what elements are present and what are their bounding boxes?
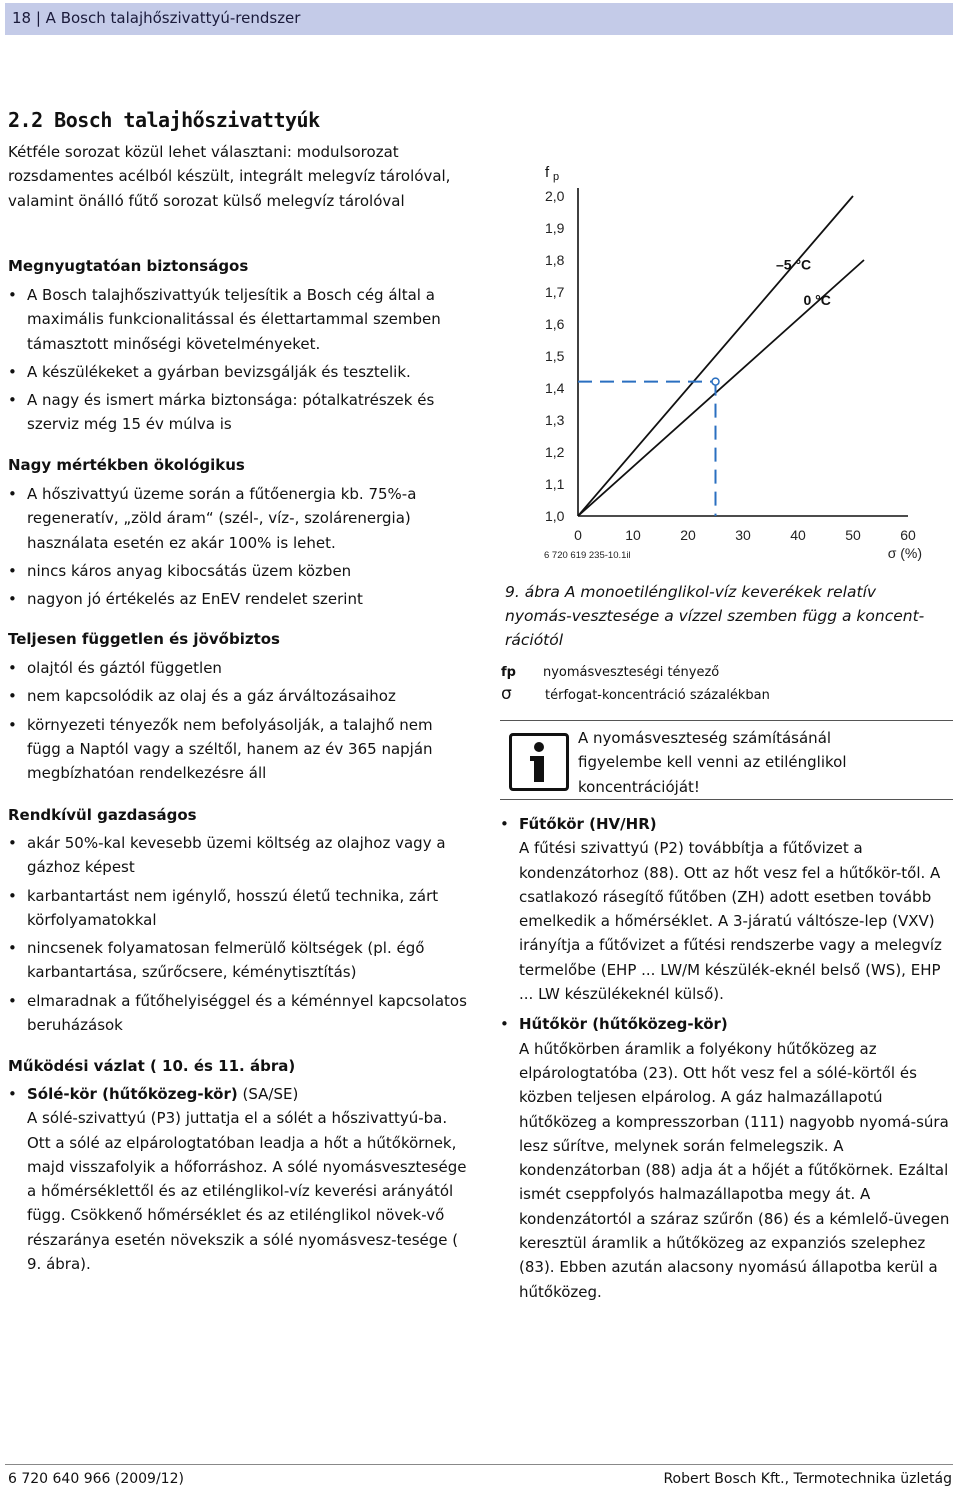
heating-text: A fűtési szivattyú (P2) továbbítja a fűtővizet a kondenzátorhoz (88). Ott az hőt vesz fel a hűtőkör-től. A csatlakozó rásegítő fűtőben (ZH) adott esetben tovább emelkedik a hőmérséklet. A 3-járatú váltósze-lep (VXV) irányítja a fűtővizet a fűtési rendszerbe vagy a melegvíz termelőbe (EHP ... LW/M készülék-eknél belső (WS), EHP ... LW készülékeknél külső).: [519, 839, 942, 1004]
list-item: • A Bosch talajhőszivattyúk teljesítik a Bosch cég által a maximális funkcionalitással és élettartammal szemben támasztott minőségi követelményeket.: [8, 283, 468, 356]
figure-number: 9. ábra: [505, 583, 560, 601]
y-tick-label: 2,0: [545, 188, 565, 204]
brine-title: Sólé-kör (hűtőközeg-kör): [27, 1085, 238, 1103]
x-tick-label: 30: [735, 527, 751, 543]
right-list: [500, 812, 950, 1308]
list-item: • olajtól és gáztól független: [8, 656, 468, 680]
series-line: [578, 196, 853, 516]
legend-row-fp: [501, 665, 719, 680]
block-list-ecology: [8, 482, 468, 615]
schema-list: [8, 1082, 468, 1280]
list-item: • nincs káros anyag kibocsátás üzem közben: [8, 559, 468, 583]
x-axis-label: σ (%): [887, 545, 922, 561]
y-tick-label: 1,6: [545, 316, 565, 332]
y-tick-label: 1,3: [545, 412, 565, 428]
y-tick-label: 1,7: [545, 284, 565, 300]
list-item: • nagyon jó értékelés az EnEV rendelet szerint: [8, 587, 468, 611]
block-heading-safety: Megnyugtatóan biztonságos: [8, 257, 249, 275]
y-tick-label: 1,4: [545, 380, 565, 396]
list-item: • A készülékeket a gyárban bevizsgálják és tesztelik.: [8, 360, 468, 384]
list-item: • A hőszivattyú üzeme során a fűtőenergia kb. 75%-a regeneratív, „zöld áram“ (szél-, víz-, szolárenergia) használata esetén ez akár 100% is lehet.: [8, 482, 468, 555]
series-label: –5 °C: [776, 256, 812, 273]
list-item-cooling: [500, 1012, 950, 1304]
x-tick-label: 60: [900, 527, 916, 543]
block-list-economy: [8, 831, 468, 1041]
y-tick-label: 1,0: [545, 508, 565, 524]
block-list-independent: [8, 656, 468, 789]
brine-text: A sólé-szivattyú (P3) juttatja el a sólét a hőszivattyú-ba. Ott a sólé az elpárologtatóban leadja a hőt a hűtőkörnek, majd visszafolyik a hőforráshoz. A sólé nyomásvesztesége a hőmérséklettől és az etilénglikol-víz keverési arányától függ. Csökkenő hőmérséklet és az etilénglikol növek-vő részaránya esetén növekszik a sólé nyomásvesz-tesége ( 9. ábra).: [27, 1109, 467, 1274]
legend-text: nyomásveszteségi tényező: [543, 665, 720, 680]
heating-title: Fűtőkör (HV/HR): [519, 815, 657, 833]
section-title: 2.2 Bosch talajhőszivattyúk: [8, 108, 320, 132]
list-item-brine: [8, 1082, 468, 1276]
block-list-safety: [8, 283, 468, 441]
info-text: A nyomásveszteség számításánál figyelembe kell venni az etilénglikol koncentrációját!: [578, 729, 847, 796]
block-heading-independent: Teljesen független és jövőbiztos: [8, 630, 280, 648]
cooling-title: Hűtőkör (hűtőközeg-kör): [519, 1015, 728, 1034]
y-axis-label: f: [545, 164, 550, 181]
list-item: • elmaradnak a fűtőhelyiséggel és a kéménnyel kapcsolatos beruházások: [8, 989, 468, 1038]
x-tick-label: 20: [680, 527, 696, 543]
list-item: • karbantartást nem igénylő, hosszú életű technika, zárt körfolyamatokkal: [8, 884, 468, 933]
schema-heading: Működési vázlat ( 10. és 11. ábra): [8, 1057, 296, 1075]
x-tick-label: 10: [625, 527, 641, 543]
pressure-loss-chart: [500, 150, 950, 575]
figure-caption-text: A monoetilénglikol-víz keverékek relatív nyomás-veszteségе a vízzel szemben függ a koncent-rációtól: [505, 583, 925, 649]
info-top-rule: [500, 720, 953, 721]
y-tick-label: 1,1: [545, 476, 565, 492]
y-tick-label: 1,2: [545, 444, 565, 460]
marker-point: [712, 378, 719, 385]
footer-company: Robert Bosch Kft., Termotechnika üzletág: [663, 1471, 952, 1487]
block-heading-economy: Rendkívül gazdaságos: [8, 806, 197, 824]
figure-caption: [505, 580, 945, 652]
figure-image-id: 6 720 619 235-10.1il: [544, 550, 631, 561]
footer-doc-number: 6 720 640 966 (2009/12): [8, 1471, 184, 1487]
block-heading-ecology: Nagy mértékben ökológikus: [8, 456, 245, 474]
x-tick-label: 40: [790, 527, 806, 543]
list-item: • akár 50%-kal kevesebb üzemi költség az olajhoz vagy a gázhoz képest: [8, 831, 468, 880]
series-label: 0 °C: [803, 291, 831, 308]
info-icon: [509, 733, 569, 791]
list-item: • A nagy és ismert márka biztonsága: pótalkatrészek és szerviz még 15 év múlva is: [8, 388, 468, 437]
y-tick-label: 1,8: [545, 252, 565, 268]
list-item: • nincsenek folyamatosan felmerülő költségek (pl. égő karbantartása, szűrőcsere, kéménytisztítás): [8, 936, 468, 985]
brine-title-suffix: (SA/SE): [237, 1085, 299, 1103]
info-bottom-rule: [500, 799, 953, 800]
section-intro: Kétféle sorozat közül lehet választani: modulsorozat rozsdamentes acélból készült, integrált melegvíz tárolóval, valamint önálló fűtő sorozat külső melegvíz tárolóval: [8, 143, 451, 210]
list-item: • nem kapcsolódik az olaj és a gáz árváltozásaihoz: [8, 684, 468, 708]
legend-symbol: σ: [501, 684, 512, 704]
list-item-heating: [500, 812, 950, 1006]
y-axis-label-sub: p: [553, 171, 560, 183]
cooling-text: A hűtőkörben áramlik a folyékony hűtőközeg az elpárologtatóba (23). Ott hőt vesz fel a sólé-körtől és közben teljesen elpárolog. A gáz halmazállapotú hűtőközeg a kompresszorban (111) nagyobb nyomá-súra lesz sűrítve, melynek során felmelegszik. A kondenzátorban (88) adja át a hőjét a fűtőkörnek. Ezáltal ismét cseppfolyós halmazállapotba megy át. A kondenzátortól a száraz szűrőn (86) és a kémlelő-üvegen keresztül áramlik a hűtőközeg az expanziós szelephez (83). Ebben azután alacsony nyomású állapotba kerül a hűtőközeg.: [519, 1039, 950, 1301]
y-tick-label: 1,5: [545, 348, 565, 364]
y-tick-label: 1,9: [545, 220, 565, 236]
legend-symbol: fp: [501, 665, 516, 680]
page-header-title: 18 | A Bosch talajhőszivattyú-rendszer: [12, 9, 301, 27]
x-tick-label: 50: [845, 527, 861, 543]
legend-text: térfogat-koncentráció százalékban: [545, 688, 770, 703]
footer-rule: [5, 1464, 953, 1465]
x-tick-label: 0: [574, 527, 582, 543]
list-item: • környezeti tényezők nem befolyásolják, a talajhő nem függ a Naptól vagy a széltől, hanem az év 365 napján megbízhatóan rendelkezésre áll: [8, 713, 468, 786]
legend-row-sigma: [501, 684, 770, 704]
